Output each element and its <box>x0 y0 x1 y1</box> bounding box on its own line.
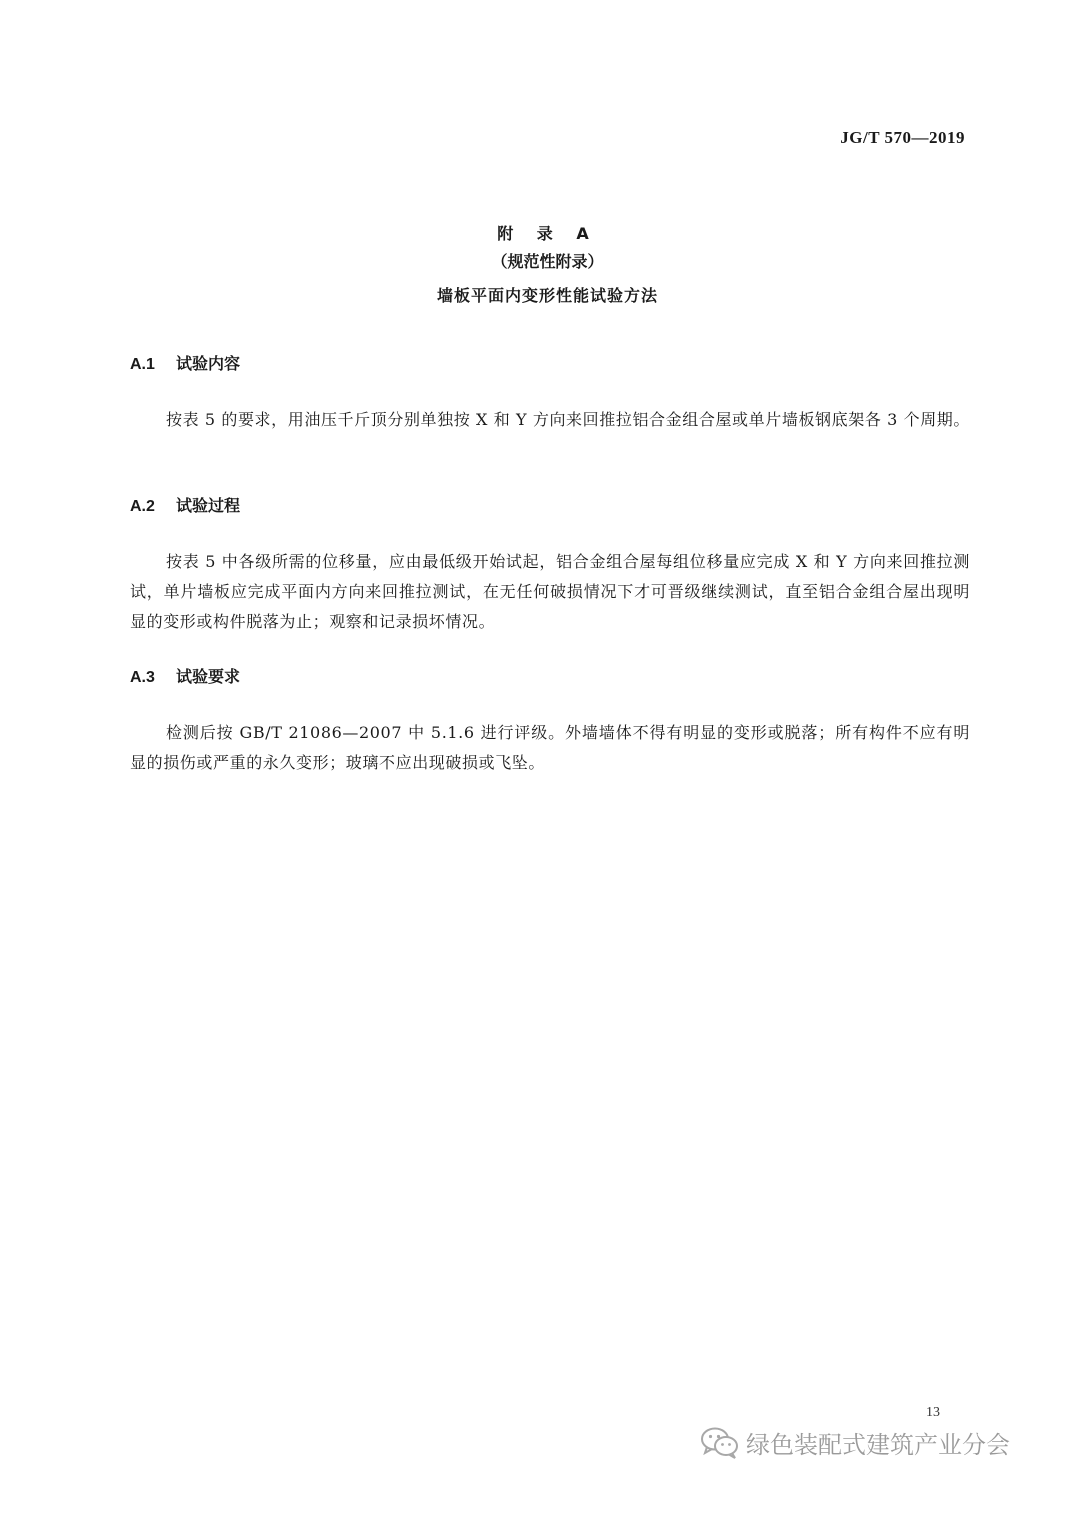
annex-name: 墙板平面内变形性能试验方法 <box>436 286 658 305</box>
section-heading <box>130 352 970 377</box>
watermark <box>700 1425 1010 1460</box>
section-number: A.3 <box>130 669 155 686</box>
wechat-icon <box>700 1426 740 1460</box>
section-body: 按表 5 中各级所需的位移量，应由最低级开始试起，铝合金组合屋每组位移量应完成 X 和 Y 方向来回推拉测试，单片墙板应完成平面内方向来回推拉测试，在无任何破损情况下才可晋级继续测试，直至铝合金组合屋出现明显的变形或构件脱落为止；观察和记录损坏情况。 <box>130 552 970 631</box>
section-number: A.1 <box>130 356 155 373</box>
annex-subtitle: （规范性附录） <box>491 252 604 271</box>
section-heading <box>130 665 970 690</box>
watermark-text: 绿色装配式建筑产业分会 <box>746 1431 1010 1459</box>
section-a2 <box>130 494 970 637</box>
section-title: 试验内容 <box>176 354 241 373</box>
standard-code: JG/T 570—2019 <box>840 128 965 147</box>
annex-heading <box>0 222 1080 308</box>
section-body: 检测后按 GB/T 21086—2007 中 5.1.6 进行评级。外墙墙体不得有明显的变形或脱落；所有构件不应有明显的损伤或严重的永久变形；玻璃不应出现破损或飞坠。 <box>130 723 970 772</box>
section-body: 按表 5 的要求，用油压千斤顶分别单独按 X 和 Y 方向来回推拉铝合金组合屋或单片墙板钢底架各 3 个周期。 <box>166 410 971 429</box>
section-a1 <box>130 352 970 435</box>
section-heading <box>130 494 970 519</box>
annex-title: 附 录 A <box>497 224 598 243</box>
section-number: A.2 <box>130 498 155 515</box>
page-number: 13 <box>926 1405 940 1420</box>
section-title: 试验要求 <box>176 667 241 686</box>
section-a3 <box>130 665 970 778</box>
section-title: 试验过程 <box>176 496 241 515</box>
